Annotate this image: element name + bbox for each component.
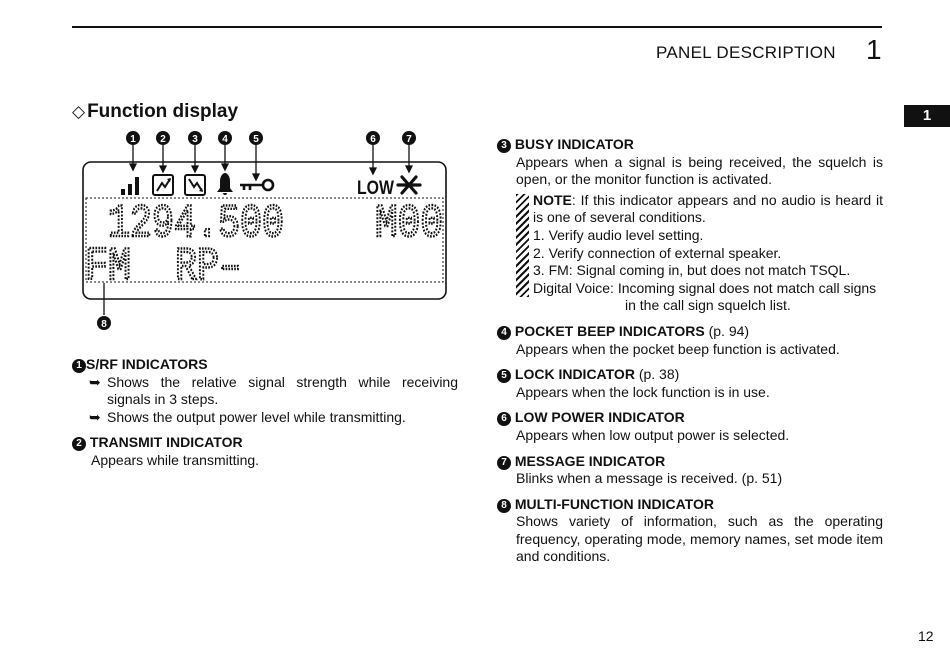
busy-icon — [185, 175, 205, 195]
badge-6: 6 — [497, 412, 511, 426]
chapter-number: 1 — [866, 34, 882, 65]
item-heading-1 — [72, 356, 458, 374]
note-line-3: 3. FM: Signal coming in, but does not match TSQL. — [533, 262, 851, 279]
badge-7: 7 — [497, 456, 511, 470]
badge-2: 2 — [72, 437, 86, 451]
item-1-bullet-2: ➥ Shows the output power level while transmitting. — [89, 408, 406, 425]
lock-key-icon — [240, 180, 273, 190]
right-column — [497, 136, 883, 566]
badge-1: 1 — [72, 359, 86, 373]
page-number: 12 — [918, 628, 934, 644]
badge-3: 3 — [497, 139, 511, 153]
item-heading-3: 3 BUSY INDICATOR — [497, 136, 883, 154]
arrow-bullet-icon: ➥ — [89, 408, 101, 425]
item-8-text: Shows variety of information, such as the operating frequency, operating mode, memory names, set mode item and conditions. — [516, 513, 883, 565]
chapter-side-tab: 1 — [904, 105, 950, 127]
badge-4: 4 — [497, 326, 511, 340]
callout-1 — [126, 131, 140, 145]
note-line-4: Digital Voice: Incoming signal does not match call signs — [533, 279, 877, 296]
low-power-text: LOW — [357, 178, 395, 199]
badge-5: 5 — [497, 369, 511, 383]
left-column — [72, 356, 458, 470]
note-hatch-marker — [516, 194, 529, 297]
callout-7 — [402, 131, 416, 145]
callout-8 — [97, 316, 111, 330]
signal-bars-icon — [121, 177, 139, 195]
transmit-icon — [153, 175, 173, 195]
svg-text:8: 8 — [101, 319, 107, 330]
callout-2 — [156, 131, 170, 145]
callout-4 — [218, 131, 232, 145]
svg-text:2: 2 — [160, 134, 166, 145]
repeater-readout: RP– — [175, 241, 241, 293]
callout-3 — [188, 131, 202, 145]
item-3-text: Appears when a signal is being received, the squelch is open, or the monitor function is activated. — [516, 153, 883, 188]
note-line-5: in the call sign squelch list. — [625, 297, 791, 314]
diamond-icon: ◇ — [72, 102, 86, 121]
callout-5 — [249, 131, 263, 145]
item-7-text: Blinks when a message is received. (p. 51) — [516, 470, 783, 487]
pocket-beep-bell-icon — [217, 173, 233, 195]
frequency-readout: 1294.500 — [108, 198, 284, 250]
item-heading-8: 8 MULTI-FUNCTION INDICATOR — [497, 496, 883, 514]
item-6-text: Appears when low output power is selected. — [516, 426, 790, 443]
arrow-bullet-icon: ➥ — [89, 373, 101, 390]
note-line-2: 2. Verify connection of external speaker. — [533, 244, 782, 261]
item-heading-4: 4 POCKET BEEP INDICATORS (p. 94) — [497, 323, 883, 341]
item-2-text: Appears while transmitting. — [91, 451, 260, 468]
section-title-text: Function display — [87, 101, 239, 122]
item-heading-7: 7 MESSAGE INDICATOR — [497, 453, 883, 471]
item-heading-5: 5 LOCK INDICATOR (p. 38) — [497, 366, 883, 384]
item-heading-6: 6 LOW POWER INDICATOR — [497, 409, 883, 427]
item-4-text: Appears when the pocket beep function is activated. — [516, 340, 840, 357]
lcd-display-illustration — [72, 125, 452, 335]
memory-channel-readout: M00 — [375, 198, 443, 250]
note-block — [497, 192, 883, 315]
note-line-1: 1. Verify audio level setting. — [533, 226, 704, 243]
svg-text:5: 5 — [253, 134, 259, 145]
mode-readout: FM — [85, 241, 131, 293]
header-rule — [72, 26, 882, 28]
item-title: TRANSMIT INDICATOR — [89, 434, 243, 451]
note-label: NOTE — [533, 191, 572, 208]
header-title: PANEL DESCRIPTION — [656, 43, 836, 62]
svg-text:1: 1 — [130, 134, 136, 145]
svg-text:3: 3 — [192, 134, 198, 145]
message-icon — [398, 177, 420, 193]
svg-text:6: 6 — [370, 134, 376, 145]
note-intro: : If this indicator appears and no audio is heard it is one of several conditions. — [533, 191, 883, 226]
item-5-text: Appears when the lock function is in use. — [516, 383, 770, 400]
callout-6 — [366, 131, 380, 145]
section-title — [72, 101, 238, 123]
svg-text:7: 7 — [406, 134, 412, 145]
svg-text:4: 4 — [222, 134, 228, 145]
item-title: S/RF INDICATORS — [86, 356, 208, 372]
item-1-bullet-1: ➥ Shows the relative signal strength while receiving signals in 3 steps. — [89, 373, 458, 408]
item-heading-2 — [72, 434, 458, 452]
badge-8: 8 — [497, 499, 511, 513]
